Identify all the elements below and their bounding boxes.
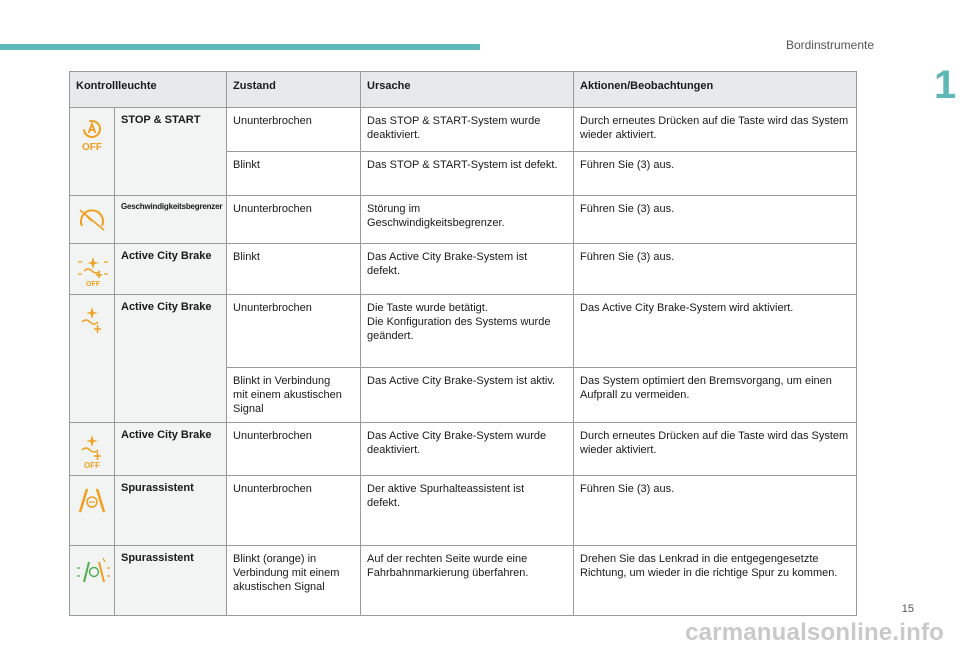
action-cell: Durch erneutes Drücken auf die Taste wird das System wieder aktiviert. — [574, 423, 857, 476]
table-header-row — [70, 72, 857, 108]
active-city-brake-icon — [70, 295, 115, 423]
warning-light-name: Active City Brake — [115, 244, 227, 295]
state-cell: Blinkt — [227, 152, 361, 196]
active-city-brake-off-icon — [70, 423, 115, 476]
svg-text:OFF: OFF — [86, 281, 100, 288]
warning-light-name: Geschwindigkeitsbegrenzer — [115, 196, 227, 244]
header-accent-bar — [0, 44, 480, 50]
cause-cell: Der aktive Spurhalteassistent ist defekt. — [361, 476, 574, 546]
action-cell: Das Active City Brake-System wird aktiviert. — [574, 295, 857, 368]
watermark: carmanualsonline.info — [685, 619, 944, 646]
action-cell: Führen Sie (3) aus. — [574, 152, 857, 196]
chapter-tab — [900, 63, 960, 107]
warning-light-name: Spurassistent — [115, 546, 227, 616]
section-title: Bordinstrumente — [785, 38, 874, 52]
table-row — [70, 196, 857, 244]
cause-cell: Die Taste wurde betätigt. Die Konfiguration des Systems wurde geändert. — [361, 295, 574, 368]
cause-cell: Störung im Geschwindigkeitsbegrenzer. — [361, 196, 574, 244]
cause-cell: Das STOP & START-System ist defekt. — [361, 152, 574, 196]
cause-cell: Auf der rechten Seite wurde eine Fahrbahnmarkierung überfahren. — [361, 546, 574, 616]
page-number: 15 — [901, 603, 914, 615]
warning-light-name: Active City Brake — [115, 295, 227, 423]
action-cell: Durch erneutes Drücken auf die Taste wird das System wieder aktiviert. — [574, 108, 857, 152]
action-cell: Führen Sie (3) aus. — [574, 196, 857, 244]
action-cell: Das System optimiert den Bremsvorgang, um einen Aufprall zu vermeiden. — [574, 368, 857, 423]
state-cell: Blinkt in Verbindung mit einem akustischen Signal — [227, 368, 361, 423]
column-header-state: Zustand — [227, 72, 361, 108]
column-header-action: Aktionen/Beobachtungen — [574, 72, 857, 108]
warning-light-name: STOP & START — [115, 108, 227, 196]
column-header-cause: Ursache — [361, 72, 574, 108]
state-cell: Blinkt (orange) in Verbindung mit einem akustischen Signal — [227, 546, 361, 616]
state-cell: Ununterbrochen — [227, 108, 361, 152]
action-cell: Führen Sie (3) aus. — [574, 476, 857, 546]
cause-cell: Das STOP & START-System wurde deaktiviert. — [361, 108, 574, 152]
cause-cell: Das Active City Brake-System ist defekt. — [361, 244, 574, 295]
table-row — [70, 244, 857, 295]
state-cell: Ununterbrochen — [227, 476, 361, 546]
lane-assist-flashing-icon — [70, 546, 115, 616]
warning-light-name: Active City Brake — [115, 423, 227, 476]
active-city-brake-off-flashing-icon — [70, 244, 115, 295]
svg-text:OFF: OFF — [82, 142, 102, 152]
warning-light-name: Spurassistent — [115, 476, 227, 546]
state-cell: Ununterbrochen — [227, 295, 361, 368]
table-row — [70, 108, 857, 152]
speed-limiter-icon — [70, 196, 115, 244]
cause-cell: Das Active City Brake-System ist aktiv. — [361, 368, 574, 423]
stop-start-off-icon — [70, 108, 115, 196]
state-cell: Ununterbrochen — [227, 196, 361, 244]
table-row — [70, 476, 857, 546]
table-row — [70, 423, 857, 476]
table-row — [70, 546, 857, 616]
lane-assist-icon — [70, 476, 115, 546]
column-header-warning-light: Kontrollleuchte — [70, 72, 227, 108]
action-cell: Führen Sie (3) aus. — [574, 244, 857, 295]
cause-cell: Das Active City Brake-System wurde deaktiviert. — [361, 423, 574, 476]
svg-text:OFF: OFF — [84, 461, 100, 469]
chapter-number: 1 — [934, 63, 957, 107]
warning-lights-table — [69, 71, 857, 616]
table-row — [70, 295, 857, 368]
state-cell: Blinkt — [227, 244, 361, 295]
state-cell: Ununterbrochen — [227, 423, 361, 476]
action-cell: Drehen Sie das Lenkrad in die entgegengesetzte Richtung, um wieder in die richtige Spur zu kommen. — [574, 546, 857, 616]
